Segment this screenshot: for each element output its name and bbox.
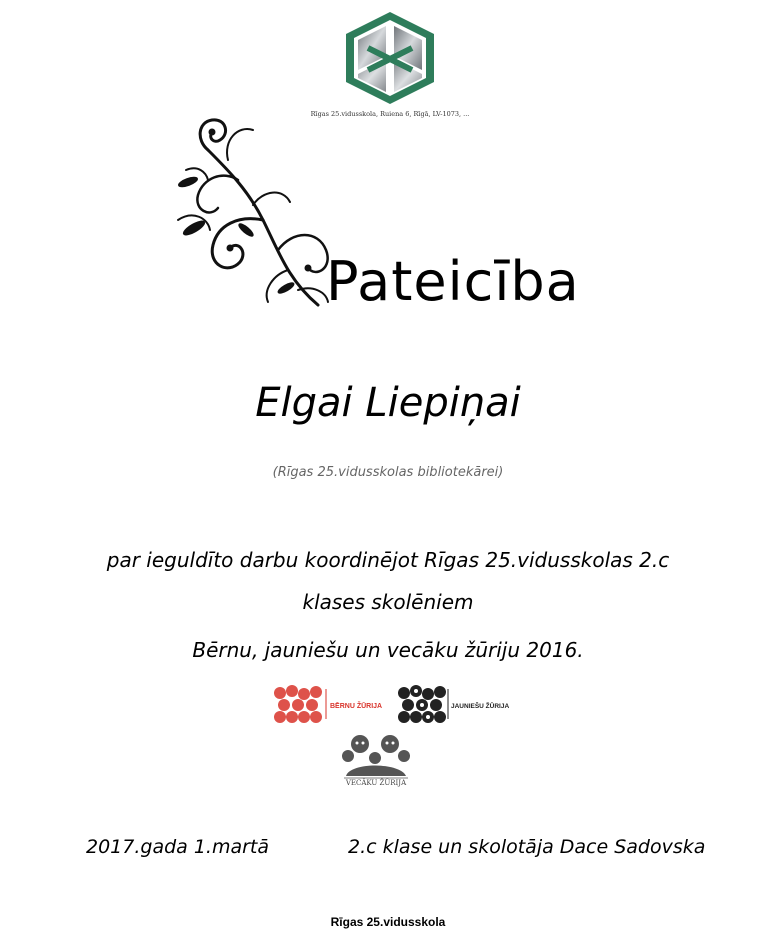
recipient-role: (Rīgas 25.vidusskolas bibliotekārei)	[272, 465, 504, 480]
youth-jury-label: JAUNIEŠU ŽŪRIJA	[451, 703, 510, 710]
certificate-title: Pateicība	[326, 250, 580, 313]
footer-school-name: Rīgas 25.vidusskola	[330, 915, 446, 929]
body-line-3: Bērnu, jauniešu un vecāku žūriju 2016.	[192, 638, 584, 662]
parents-jury-logo	[338, 732, 414, 790]
childrens-jury-logo	[272, 683, 388, 725]
youth-jury-logo	[396, 683, 508, 725]
certificate-date: 2017.gada 1.martā	[86, 836, 270, 858]
floral-swirl-icon	[168, 110, 340, 310]
recipient-name: Elgai Liepiņai	[255, 380, 521, 426]
logo-ring-text: Rīgas 25.vidusskola, Ruiena 6, Rīgā, LV-1073, ...	[310, 110, 470, 118]
body-line-1: par ieguldīto darbu koordinējot Rīgas 25.vidusskolas 2.c	[106, 548, 670, 572]
body-line-2: klases skolēniem	[302, 590, 474, 614]
parents-jury-label: VECĀKU ŽŪRIJA	[345, 779, 407, 787]
childrens-jury-label: BĒRNU ŽŪRIJA	[330, 703, 383, 710]
school-logo-icon	[310, 8, 470, 120]
certificate-signer: 2.c klase un skolotāja Dace Sadovska	[348, 836, 706, 858]
